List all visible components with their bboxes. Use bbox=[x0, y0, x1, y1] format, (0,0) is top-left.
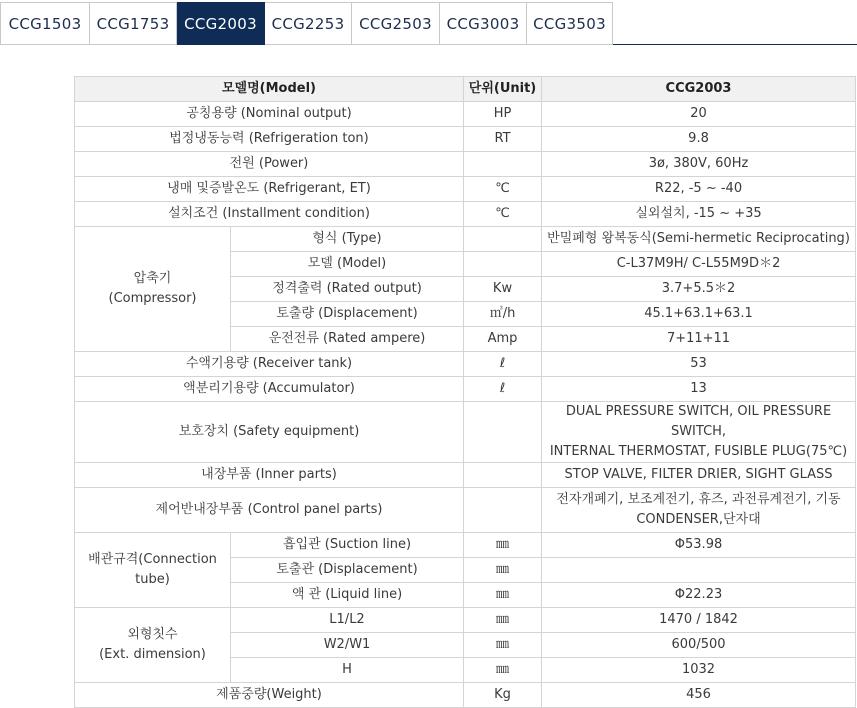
row-value: 1470 / 1842 bbox=[542, 608, 856, 633]
table-row bbox=[75, 152, 856, 177]
table-row bbox=[75, 202, 856, 227]
row-value: 13 bbox=[542, 377, 856, 402]
group-label-line: 배관규격(Connection bbox=[88, 552, 217, 567]
row-value bbox=[542, 558, 856, 583]
row-unit bbox=[464, 402, 542, 463]
spec-table bbox=[74, 76, 856, 708]
table-row bbox=[75, 377, 856, 402]
row-label: 수액기용량 (Receiver tank) bbox=[75, 352, 464, 377]
row-unit bbox=[464, 152, 542, 177]
row-label: 운전전류 (Rated ampere) bbox=[231, 327, 464, 352]
row-unit: ㎜ bbox=[464, 583, 542, 608]
row-label: 흡입관 (Suction line) bbox=[231, 533, 464, 558]
row-unit: ㎜ bbox=[464, 658, 542, 683]
tab-ccg2253[interactable]: CCG2253 bbox=[265, 2, 352, 45]
row-label: 보호장치 (Safety equipment) bbox=[75, 402, 464, 463]
row-unit: ㎜ bbox=[464, 608, 542, 633]
row-label: 설치조건 (Installment condition) bbox=[75, 202, 464, 227]
row-unit: ㎜ bbox=[464, 558, 542, 583]
row-label: 정격출력 (Rated output) bbox=[231, 277, 464, 302]
tab-ccg1753[interactable]: CCG1753 bbox=[90, 2, 177, 45]
row-label: 액 관 (Liquid line) bbox=[231, 583, 464, 608]
row-label: 법정냉동능력 (Refrigeration ton) bbox=[75, 127, 464, 152]
row-value: 456 bbox=[542, 683, 856, 708]
row-unit bbox=[464, 227, 542, 252]
table-row bbox=[75, 227, 856, 252]
row-label: 전원 (Power) bbox=[75, 152, 464, 177]
row-value: R22, -5 ~ -40 bbox=[542, 177, 856, 202]
tab-ccg1503[interactable]: CCG1503 bbox=[0, 2, 90, 45]
value-line: DUAL PRESSURE SWITCH, OIL PRESSURE SWITCH, bbox=[565, 404, 832, 439]
header-unit: 단위(Unit) bbox=[464, 77, 542, 102]
row-unit: ㎜ bbox=[464, 533, 542, 558]
row-unit: ℓ bbox=[464, 377, 542, 402]
value-line: INTERNAL THERMOSTAT, FUSIBLE PLUG(75℃) bbox=[549, 444, 848, 459]
row-value: 20 bbox=[542, 102, 856, 127]
value-line: CONDENSER,단자대 bbox=[636, 512, 761, 527]
row-value: 53 bbox=[542, 352, 856, 377]
tab-ccg2503[interactable]: CCG2503 bbox=[352, 2, 440, 45]
row-value: 7+11+11 bbox=[542, 327, 856, 352]
row-unit: Amp bbox=[464, 327, 542, 352]
table-row bbox=[75, 488, 856, 533]
header-value: CCG2003 bbox=[542, 77, 856, 102]
row-unit bbox=[464, 252, 542, 277]
header-model: 모델명(Model) bbox=[75, 77, 464, 102]
tab-ccg3503[interactable]: CCG3503 bbox=[527, 2, 613, 45]
row-unit: HP bbox=[464, 102, 542, 127]
table-row bbox=[75, 177, 856, 202]
row-unit bbox=[464, 463, 542, 488]
row-label: 공칭용량 (Nominal output) bbox=[75, 102, 464, 127]
row-label: 제품중량(Weight) bbox=[75, 683, 464, 708]
row-label: L1/L2 bbox=[231, 608, 464, 633]
row-label: 토출관 (Displacement) bbox=[231, 558, 464, 583]
group-label-line: 외형칫수 bbox=[127, 627, 178, 642]
row-unit bbox=[464, 488, 542, 533]
row-unit: ℃ bbox=[464, 202, 542, 227]
row-unit: RT bbox=[464, 127, 542, 152]
group-label-line: (Ext. dimension) bbox=[99, 647, 206, 662]
row-value: 45.1+63.1+63.1 bbox=[542, 302, 856, 327]
row-unit: ℓ bbox=[464, 352, 542, 377]
table-row bbox=[75, 463, 856, 488]
row-value: 반밀폐형 왕복동식(Semi-hermetic Reciprocating) bbox=[542, 227, 856, 252]
row-value: 3.7+5.5＊2 bbox=[542, 277, 856, 302]
row-value: Φ53.98 bbox=[542, 533, 856, 558]
tab-ccg2003[interactable]: CCG2003 bbox=[177, 2, 265, 45]
model-tab-bar bbox=[0, 2, 857, 45]
dimension-group-label bbox=[75, 608, 231, 683]
table-row bbox=[75, 102, 856, 127]
table-row bbox=[75, 683, 856, 708]
row-unit: ㎥/h bbox=[464, 302, 542, 327]
row-label: 내장부품 (Inner parts) bbox=[75, 463, 464, 488]
row-value: Φ22.23 bbox=[542, 583, 856, 608]
compressor-group-label bbox=[75, 227, 231, 352]
row-value: 600/500 bbox=[542, 633, 856, 658]
table-header-row bbox=[75, 77, 856, 102]
row-value: C-L37M9H/ C-L55M9D＊2 bbox=[542, 252, 856, 277]
group-label-line: (Compressor) bbox=[108, 291, 197, 306]
row-unit: Kw bbox=[464, 277, 542, 302]
row-value: 1032 bbox=[542, 658, 856, 683]
row-label: 액분리기용량 (Accumulator) bbox=[75, 377, 464, 402]
row-value bbox=[542, 488, 856, 533]
row-label: 제어반내장부품 (Control panel parts) bbox=[75, 488, 464, 533]
row-label: W2/W1 bbox=[231, 633, 464, 658]
row-unit: ℃ bbox=[464, 177, 542, 202]
table-row bbox=[75, 402, 856, 463]
row-label: 냉매 및증발온도 (Refrigerant, ET) bbox=[75, 177, 464, 202]
row-unit: ㎜ bbox=[464, 633, 542, 658]
connection-group-label bbox=[75, 533, 231, 608]
table-row bbox=[75, 352, 856, 377]
row-value bbox=[542, 402, 856, 463]
row-label: 형식 (Type) bbox=[231, 227, 464, 252]
row-value: 실외설치, -15 ~ +35 bbox=[542, 202, 856, 227]
row-label: 모델 (Model) bbox=[231, 252, 464, 277]
row-value: 9.8 bbox=[542, 127, 856, 152]
group-label-line: tube) bbox=[135, 572, 170, 587]
row-label: H bbox=[231, 658, 464, 683]
value-line: 전자개폐기, 보조계전기, 휴즈, 과전류계전기, 기동 bbox=[556, 492, 841, 507]
row-label: 토출량 (Displacement) bbox=[231, 302, 464, 327]
tab-ccg3003[interactable]: CCG3003 bbox=[440, 2, 527, 45]
group-label-line: 압축기 bbox=[133, 271, 172, 286]
row-value: 3ø, 380V, 60Hz bbox=[542, 152, 856, 177]
table-row bbox=[75, 608, 856, 633]
row-value: STOP VALVE, FILTER DRIER, SIGHT GLASS bbox=[542, 463, 856, 488]
table-row bbox=[75, 127, 856, 152]
row-unit: Kg bbox=[464, 683, 542, 708]
table-row bbox=[75, 533, 856, 558]
